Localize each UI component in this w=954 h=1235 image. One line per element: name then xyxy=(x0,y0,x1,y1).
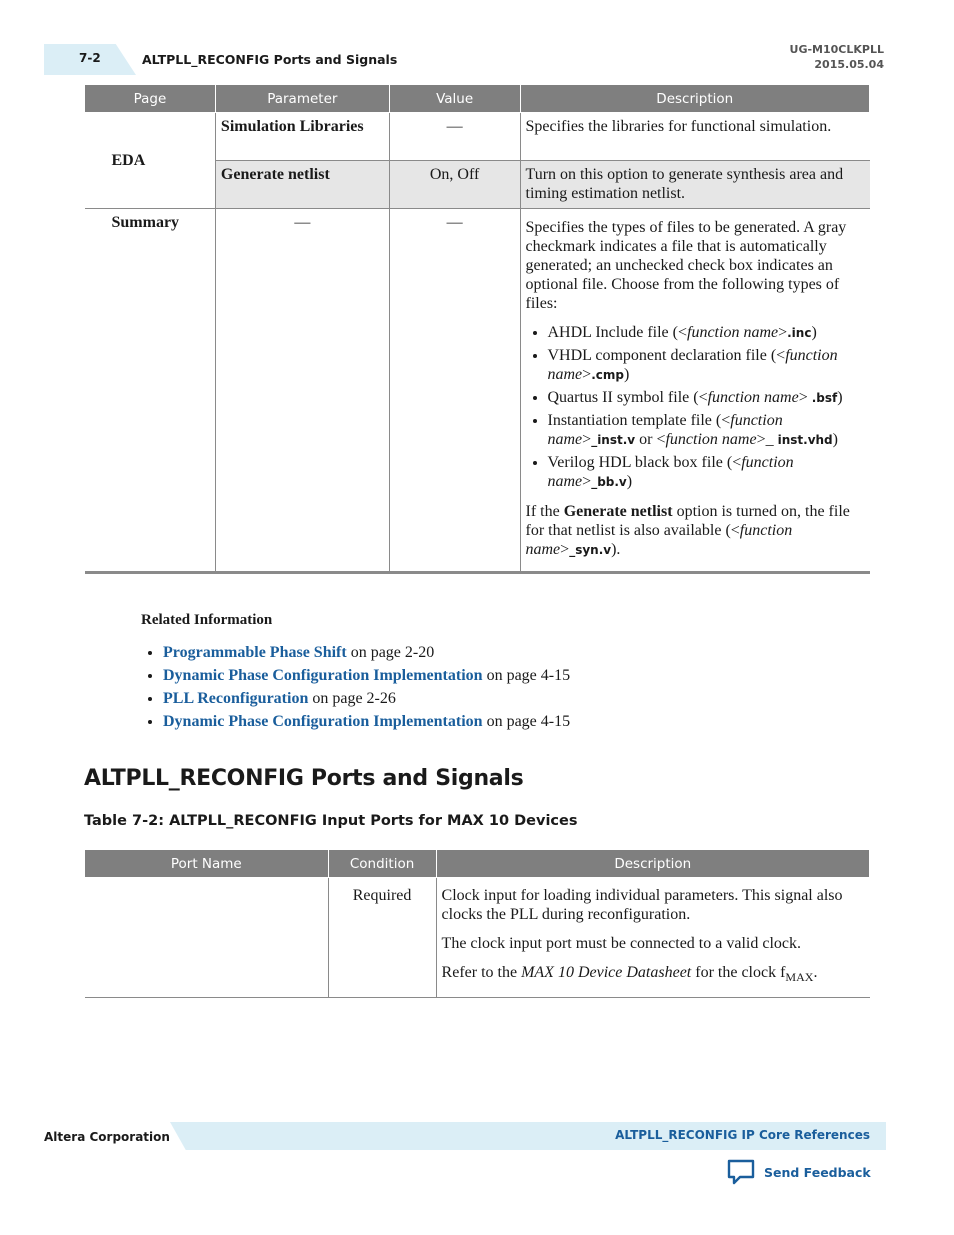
table-header-row xyxy=(85,85,870,113)
parameter-cell: Simulation Libraries xyxy=(215,113,389,161)
list-item: • VHDL component declaration file (<function name>.cmp) xyxy=(548,346,865,385)
port-name-cell xyxy=(85,878,329,998)
input-ports-table xyxy=(84,849,870,998)
send-feedback-button[interactable] xyxy=(726,1158,871,1186)
related-information-title: Related Information xyxy=(141,612,273,628)
page-cell-eda: EDA xyxy=(85,113,216,209)
summary-outro: If the Generate netlist option is turned on, the file for that netlist is also available (<function name>_syn.v). xyxy=(525,503,850,558)
list-item: • Dynamic Phase Configuration Implementation on page 4-15 xyxy=(163,710,570,733)
value-cell: On, Off xyxy=(389,161,520,209)
header-description: Description xyxy=(436,850,869,878)
page-cell-summary: Summary xyxy=(85,209,216,573)
header-page: Page xyxy=(85,85,216,113)
description-cell: Specifies the libraries for functional simulation. xyxy=(520,113,870,161)
summary-intro: Specifies the types of files to be generated. A gray checkmark indicates a file that is automatically generated; an unchecked check box indicates an optional file. Choose from the following types of files: xyxy=(525,219,847,312)
header-condition: Condition xyxy=(328,850,436,878)
feedback-icon xyxy=(726,1158,756,1186)
doc-info xyxy=(790,42,884,72)
table-row xyxy=(85,113,870,161)
list-item: • Quartus II symbol file (<function name> .bsf) xyxy=(548,388,865,408)
related-link[interactable]: PLL Reconfiguration xyxy=(163,690,309,707)
header-port-name: Port Name xyxy=(85,850,329,878)
table-row xyxy=(85,878,870,998)
related-link[interactable]: Programmable Phase Shift xyxy=(163,644,347,661)
list-item: • Instantiation template file (<function name>_inst.v or <function name>_ inst.vhd) xyxy=(548,411,865,450)
list-item: • Programmable Phase Shift on page 2-20 xyxy=(163,641,570,664)
section-heading: ALTPLL_RECONFIG Ports and Signals xyxy=(84,766,524,791)
parameter-cell: Generate netlist xyxy=(215,161,389,209)
table-caption: Table 7-2: ALTPLL_RECONFIG Input Ports for MAX 10 Devices xyxy=(84,813,578,829)
related-link[interactable]: Dynamic Phase Configuration Implementation xyxy=(163,667,483,684)
list-item: • Verilog HDL black box file (<function name>_bb.v) xyxy=(548,453,865,492)
parameter-cell: — xyxy=(215,209,389,573)
table-row xyxy=(85,209,870,573)
description-line: Clock input for loading individual parameters. This signal also clocks the PLL during reconfiguration. xyxy=(441,887,843,923)
parameters-table xyxy=(84,84,870,574)
header-value: Value xyxy=(389,85,520,113)
related-links-list xyxy=(141,641,570,733)
list-item: • Dynamic Phase Configuration Implementation on page 4-15 xyxy=(163,664,570,687)
related-link[interactable]: Dynamic Phase Configuration Implementation xyxy=(163,713,483,730)
doc-date: 2015.05.04 xyxy=(814,58,884,71)
value-cell: — xyxy=(389,209,520,573)
condition-cell: Required xyxy=(328,878,436,998)
list-item: • AHDL Include file (<function name>.inc) xyxy=(548,323,865,343)
description-cell xyxy=(520,209,870,573)
file-types-list xyxy=(526,323,865,492)
description-line: Refer to the MAX 10 Device Datasheet for the clock $f_{MAX}$. xyxy=(441,964,818,985)
header-parameter: Parameter xyxy=(215,85,389,113)
doc-reference-link[interactable]: ALTPLL_RECONFIG IP Core References xyxy=(615,1128,870,1142)
page-number: 7-2 xyxy=(79,51,101,65)
value-cell: — xyxy=(389,113,520,161)
doc-id: UG-M10CLKPLL xyxy=(789,43,884,56)
company-name: Altera Corporation xyxy=(44,1130,170,1144)
header-description: Description xyxy=(520,85,870,113)
description-line: The clock input port must be connected to a valid clock. xyxy=(441,935,801,952)
header-section-title: ALTPLL_RECONFIG Ports and Signals xyxy=(142,52,398,67)
table-header-row xyxy=(85,850,870,878)
list-item: • PLL Reconfiguration on page 2-26 xyxy=(163,687,570,710)
send-feedback-label: Send Feedback xyxy=(764,1164,871,1180)
description-cell xyxy=(436,878,869,998)
description-cell: Turn on this option to generate synthesis area and timing estimation netlist. xyxy=(520,161,870,209)
